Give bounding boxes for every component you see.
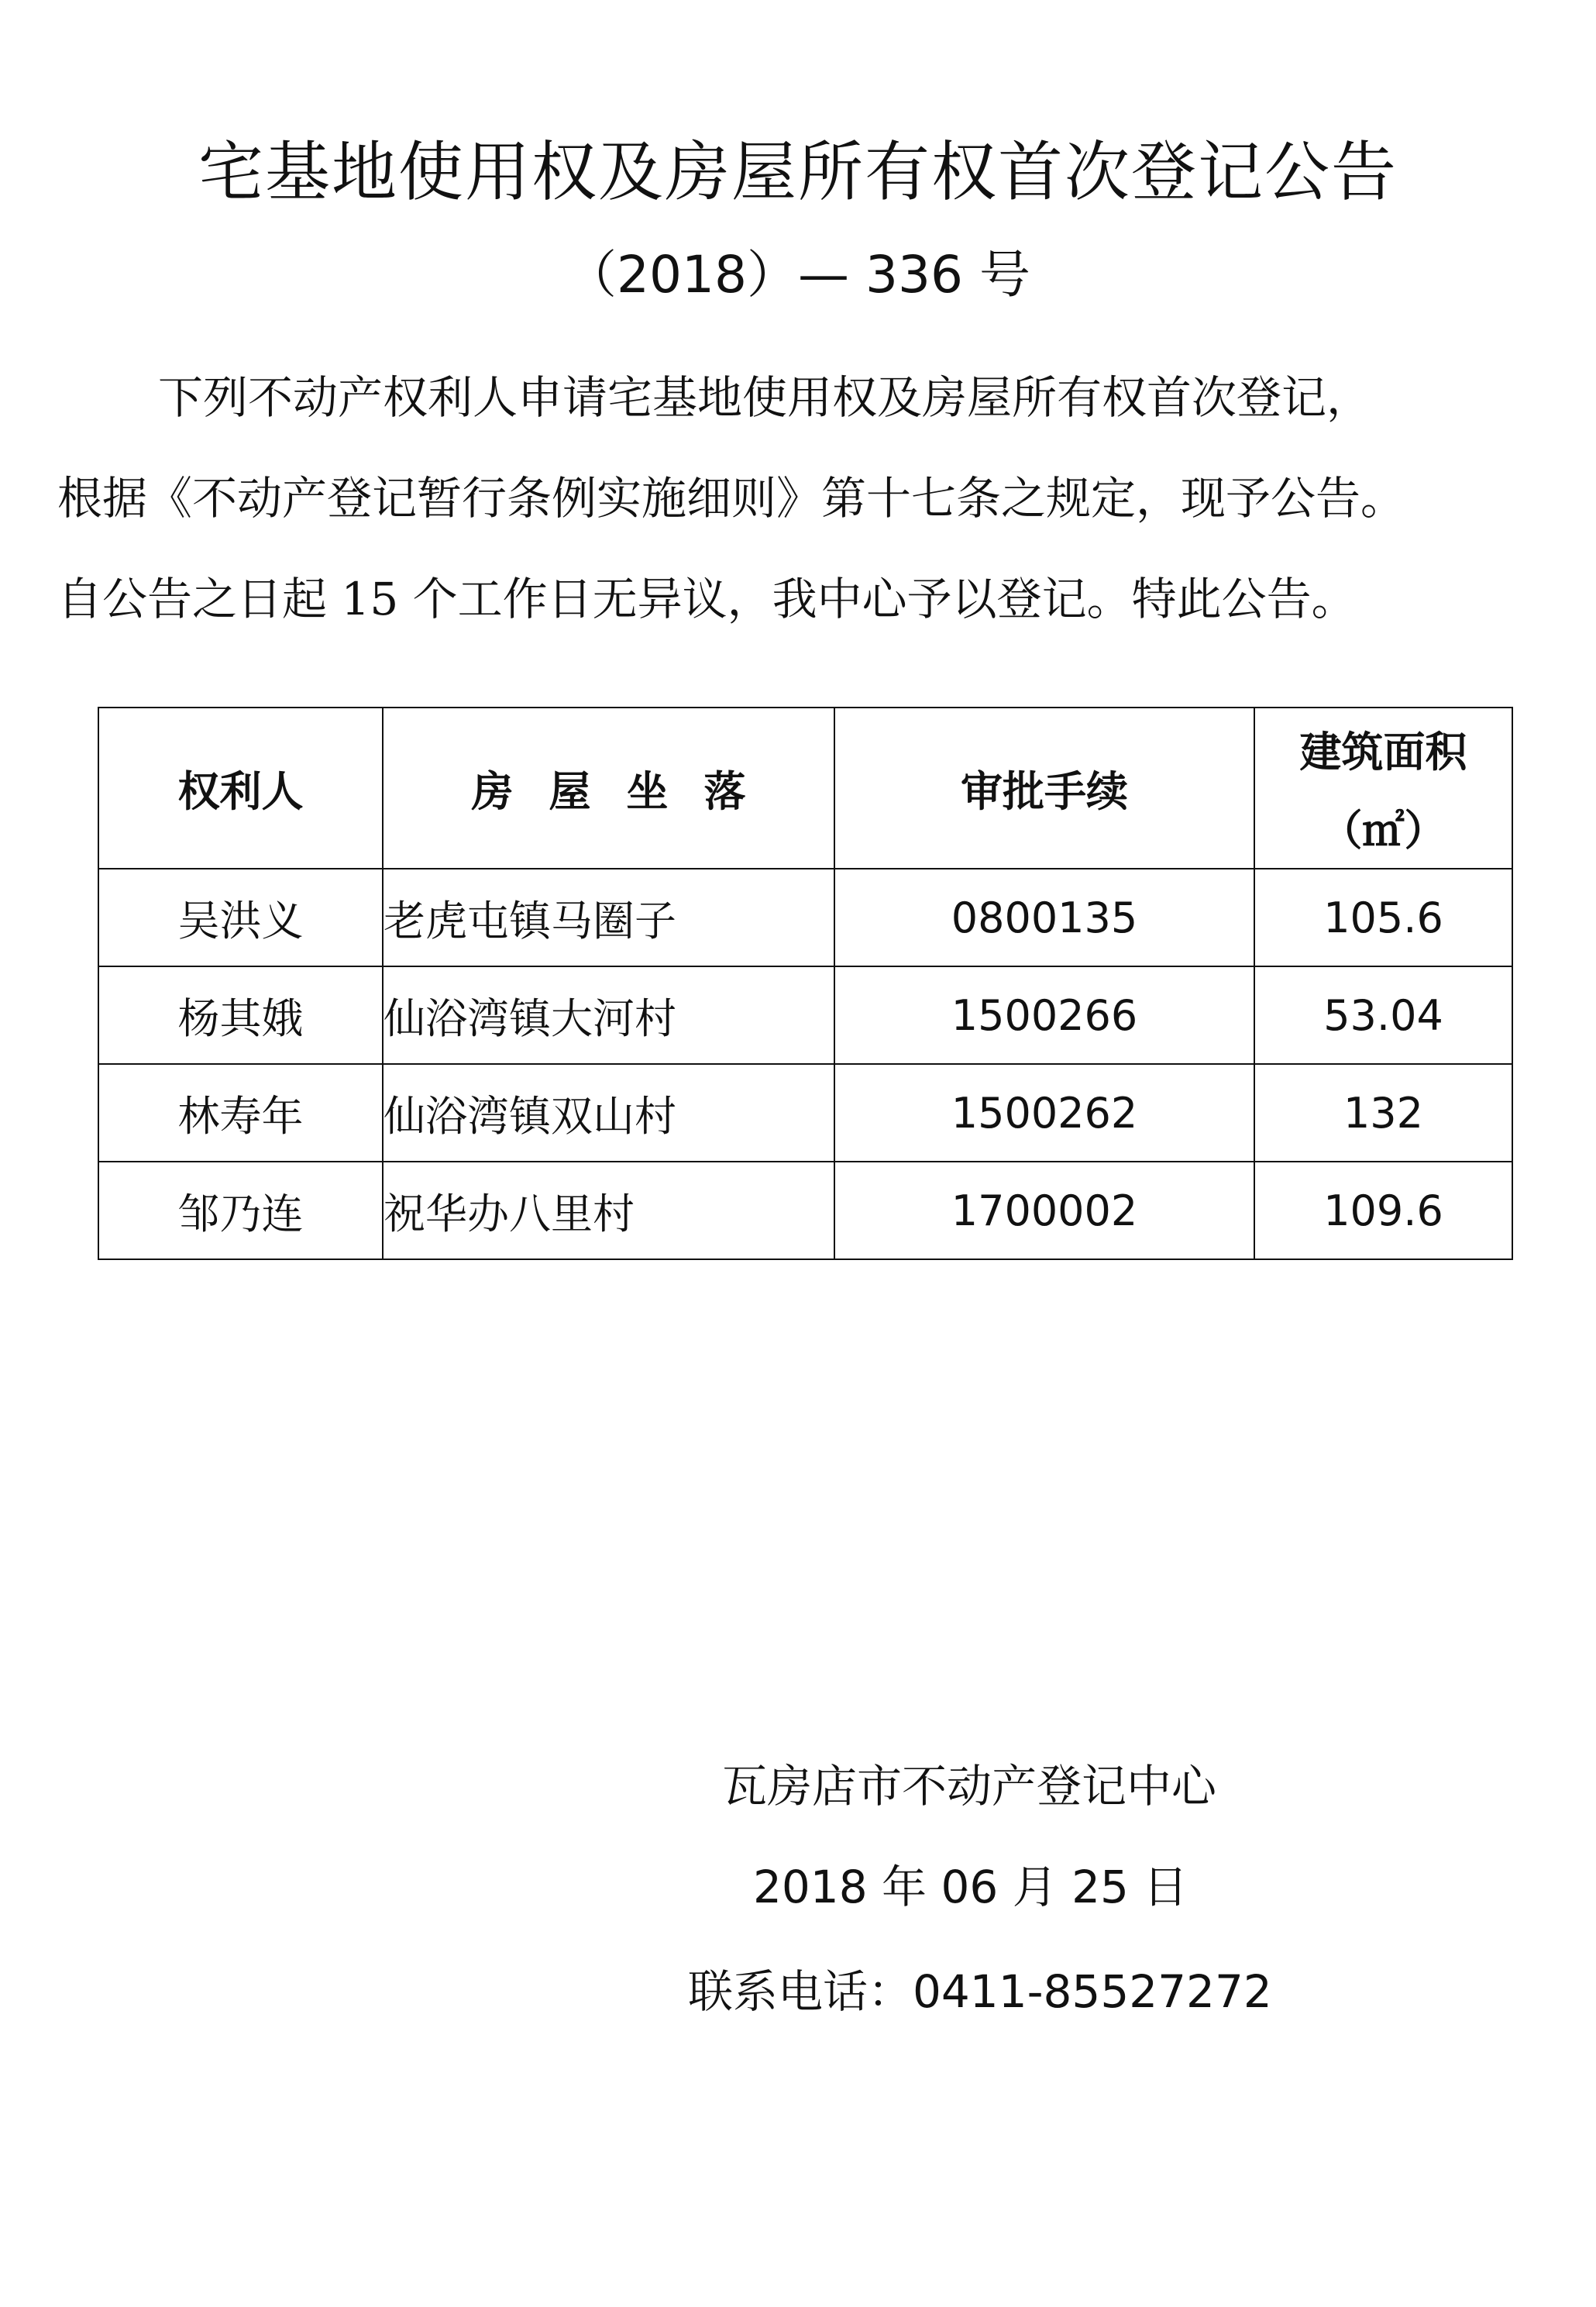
- notice-body-line: 根据《不动产登记暂行条例实施细则》第十七条之规定，现予公告。: [57, 472, 1406, 525]
- cell-location: 祝华办八里村: [383, 1162, 834, 1259]
- issuing-organization: 瓦房店市不动产登记中心: [722, 1760, 1217, 1813]
- table-row: [98, 869, 1512, 966]
- cell-location: 仙浴湾镇双山村: [383, 1064, 834, 1162]
- header-approval: 审批手续: [834, 708, 1254, 869]
- header-location-label: 房屋坐落: [471, 766, 782, 816]
- cell-area: 109.6: [1254, 1162, 1512, 1259]
- cell-approval: 1500262: [834, 1064, 1254, 1162]
- table-row: [98, 1064, 1512, 1162]
- cell-area: 105.6: [1254, 869, 1512, 966]
- cell-owner: 邹乃连: [98, 1162, 383, 1259]
- notice-body: [57, 347, 1568, 649]
- header-location: [383, 708, 834, 869]
- contact-phone: 联系电话：0411-85527272: [688, 1965, 1272, 2018]
- notice-title: 宅基地使用权及房屋所有权首次登记公告: [198, 134, 1398, 210]
- table-row: [98, 966, 1512, 1064]
- header-area-label: 建筑面积: [1299, 727, 1467, 776]
- table-header-row: [98, 708, 1512, 869]
- cell-area: 132: [1254, 1064, 1512, 1162]
- cell-owner: 杨其娥: [98, 966, 383, 1064]
- header-owner: 权利人: [98, 708, 383, 869]
- cell-owner: 吴洪义: [98, 869, 383, 966]
- cell-area: 53.04: [1254, 966, 1512, 1064]
- header-area-unit: （㎡）: [1320, 805, 1446, 855]
- registration-table: [98, 707, 1513, 1260]
- notice-body-line: 自公告之日起 15 个工作日无异议，我中心予以登记。特此公告。: [57, 573, 1357, 625]
- cell-approval: 0800135: [834, 869, 1254, 966]
- cell-approval: 1700002: [834, 1162, 1254, 1259]
- cell-location: 仙浴湾镇大河村: [383, 966, 834, 1064]
- cell-location: 老虎屯镇马圈子: [383, 869, 834, 966]
- cell-approval: 1500266: [834, 966, 1254, 1064]
- notice-number: （2018）— 336 号: [566, 245, 1030, 305]
- notice-body-line: 下列不动产权利人申请宅基地使用权及房屋所有权首次登记，: [158, 371, 1372, 424]
- cell-owner: 林寿年: [98, 1064, 383, 1162]
- issue-date: 2018 年 06 月 25 日: [753, 1861, 1188, 1913]
- header-area: [1254, 708, 1512, 869]
- table-row: [98, 1162, 1512, 1259]
